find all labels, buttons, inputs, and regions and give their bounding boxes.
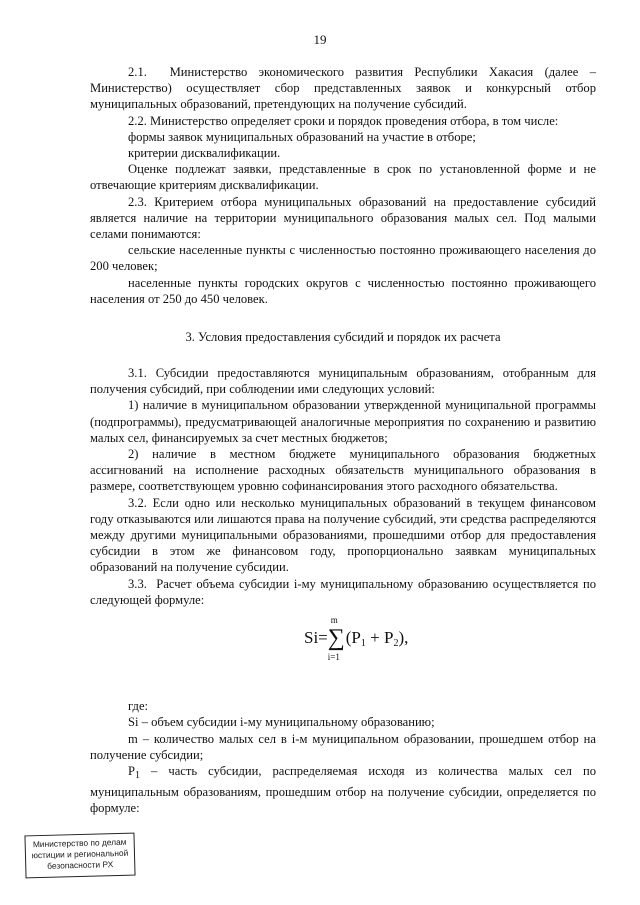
formula-open: (P: [345, 628, 361, 648]
paragraph-3-2: 3.2. Если одно или несколько муниципальных образований в текущем финансовом году отказываются или лишаются права на получение субсидий, эти средства распределяются между другими муниципальными образованиями, прошедшими отбор для предоставления субсидии в этом же финансовом году, пропорционально заявкам муниципальных образований на получение субсидии.: [90, 495, 596, 575]
definition-si: Si – объем субсидии i-му муниципальному образованию;: [128, 715, 435, 730]
formula-lhs: Si=: [304, 628, 328, 648]
paragraph-3-1: 3.1. Субсидии предоставляются муниципальным образованиям, отобранным для получения субсидий, при соблюдении ими следующих условий:: [90, 366, 596, 397]
list-item-urban-settlements: населенные пункты городских округов с численностью постоянно проживающего населения от 250 до 450 человек.: [90, 275, 596, 306]
subsidy-formula: [304, 615, 409, 663]
p1-text: – часть субсидии, распределяемая исходя из количества малых сел по муниципальным образованиям, прошедшим отбор на получение субсидии, определяется по формуле:: [90, 763, 596, 816]
paragraph-2-1: 2.1. Министерство экономического развития Республики Хакасия (далее – Министерство) осуществляет сбор представленных заявок и конкурсный отбор муниципальных образований, претендующих на получение субсидий.: [90, 65, 596, 112]
formula-plus: + P: [365, 628, 394, 648]
formula-close: ),: [398, 628, 409, 648]
list-item-rural-settlements: сельские населенные пункты с численностью постоянно проживающего населения до 200 человек;: [90, 243, 596, 274]
paragraph-2-2: 2.2. Министерство определяет сроки и порядок проведения отбора, в том числе:: [128, 113, 559, 128]
list-item-application-forms: формы заявок муниципальных образований на участие в отборе;: [128, 129, 476, 144]
stamp-line-1: Министерство по делам: [32, 836, 127, 850]
section-heading: 3. Условия предоставления субсидий и порядок их расчета: [185, 330, 501, 345]
summation-sign: [327, 615, 346, 663]
paragraph-evaluation: Оценке подлежат заявки, представленные в срок по установленной форме и не отвечающие критериям дисквалификации.: [90, 162, 596, 193]
page-number: 19: [313, 32, 327, 47]
formula-sub-2: 2: [393, 638, 399, 650]
sigma-icon: ∑: [327, 625, 345, 652]
stamp-line-3: безопасности РХ: [47, 859, 114, 871]
formula-block: [90, 614, 596, 692]
list-item-disqualification-criteria: критерии дисквалификации.: [128, 146, 281, 161]
stamp-line-2: юстиции и региональной: [31, 847, 129, 861]
paragraph-3-3: 3.3. Расчет объема субсидии i-му муниципальному образованию осуществляется по следующей формуле:: [90, 576, 596, 607]
summation-upper-limit: m: [330, 615, 338, 626]
condition-1: 1) наличие в муниципальном образовании утвержденной муниципальной программы (подпрограммы), предусматривающей аналогичные мероприятия по сохранению и развитию малых сел, финансируемых за счет местных бюджетов;: [90, 398, 596, 445]
p1-symbol: P: [128, 763, 136, 778]
summation-lower-limit: i=1: [327, 652, 340, 663]
p1-subscript: 1: [135, 769, 141, 781]
ministry-stamp: [24, 833, 135, 879]
condition-2: 2) наличие в местном бюджете муниципального образования бюджетных ассигнований на исполнение расходных обязательств муниципального образования в размере, соответствующем уровню софинансирования этого расходного обязательства.: [90, 447, 596, 494]
where-label: где:: [128, 699, 149, 714]
document-body: [90, 64, 596, 817]
formula-sub-1: 1: [360, 638, 366, 650]
definition-p1: [90, 763, 596, 817]
definition-m: m – количество малых сел в i-м муниципальном образовании, прошедшем отбор на получение субсидии;: [90, 731, 596, 762]
paragraph-2-3: 2.3. Критерием отбора муниципальных образований на предоставление субсидий является наличие на территории муниципального образования малых сел. Под малыми селами понимаются:: [90, 194, 596, 242]
